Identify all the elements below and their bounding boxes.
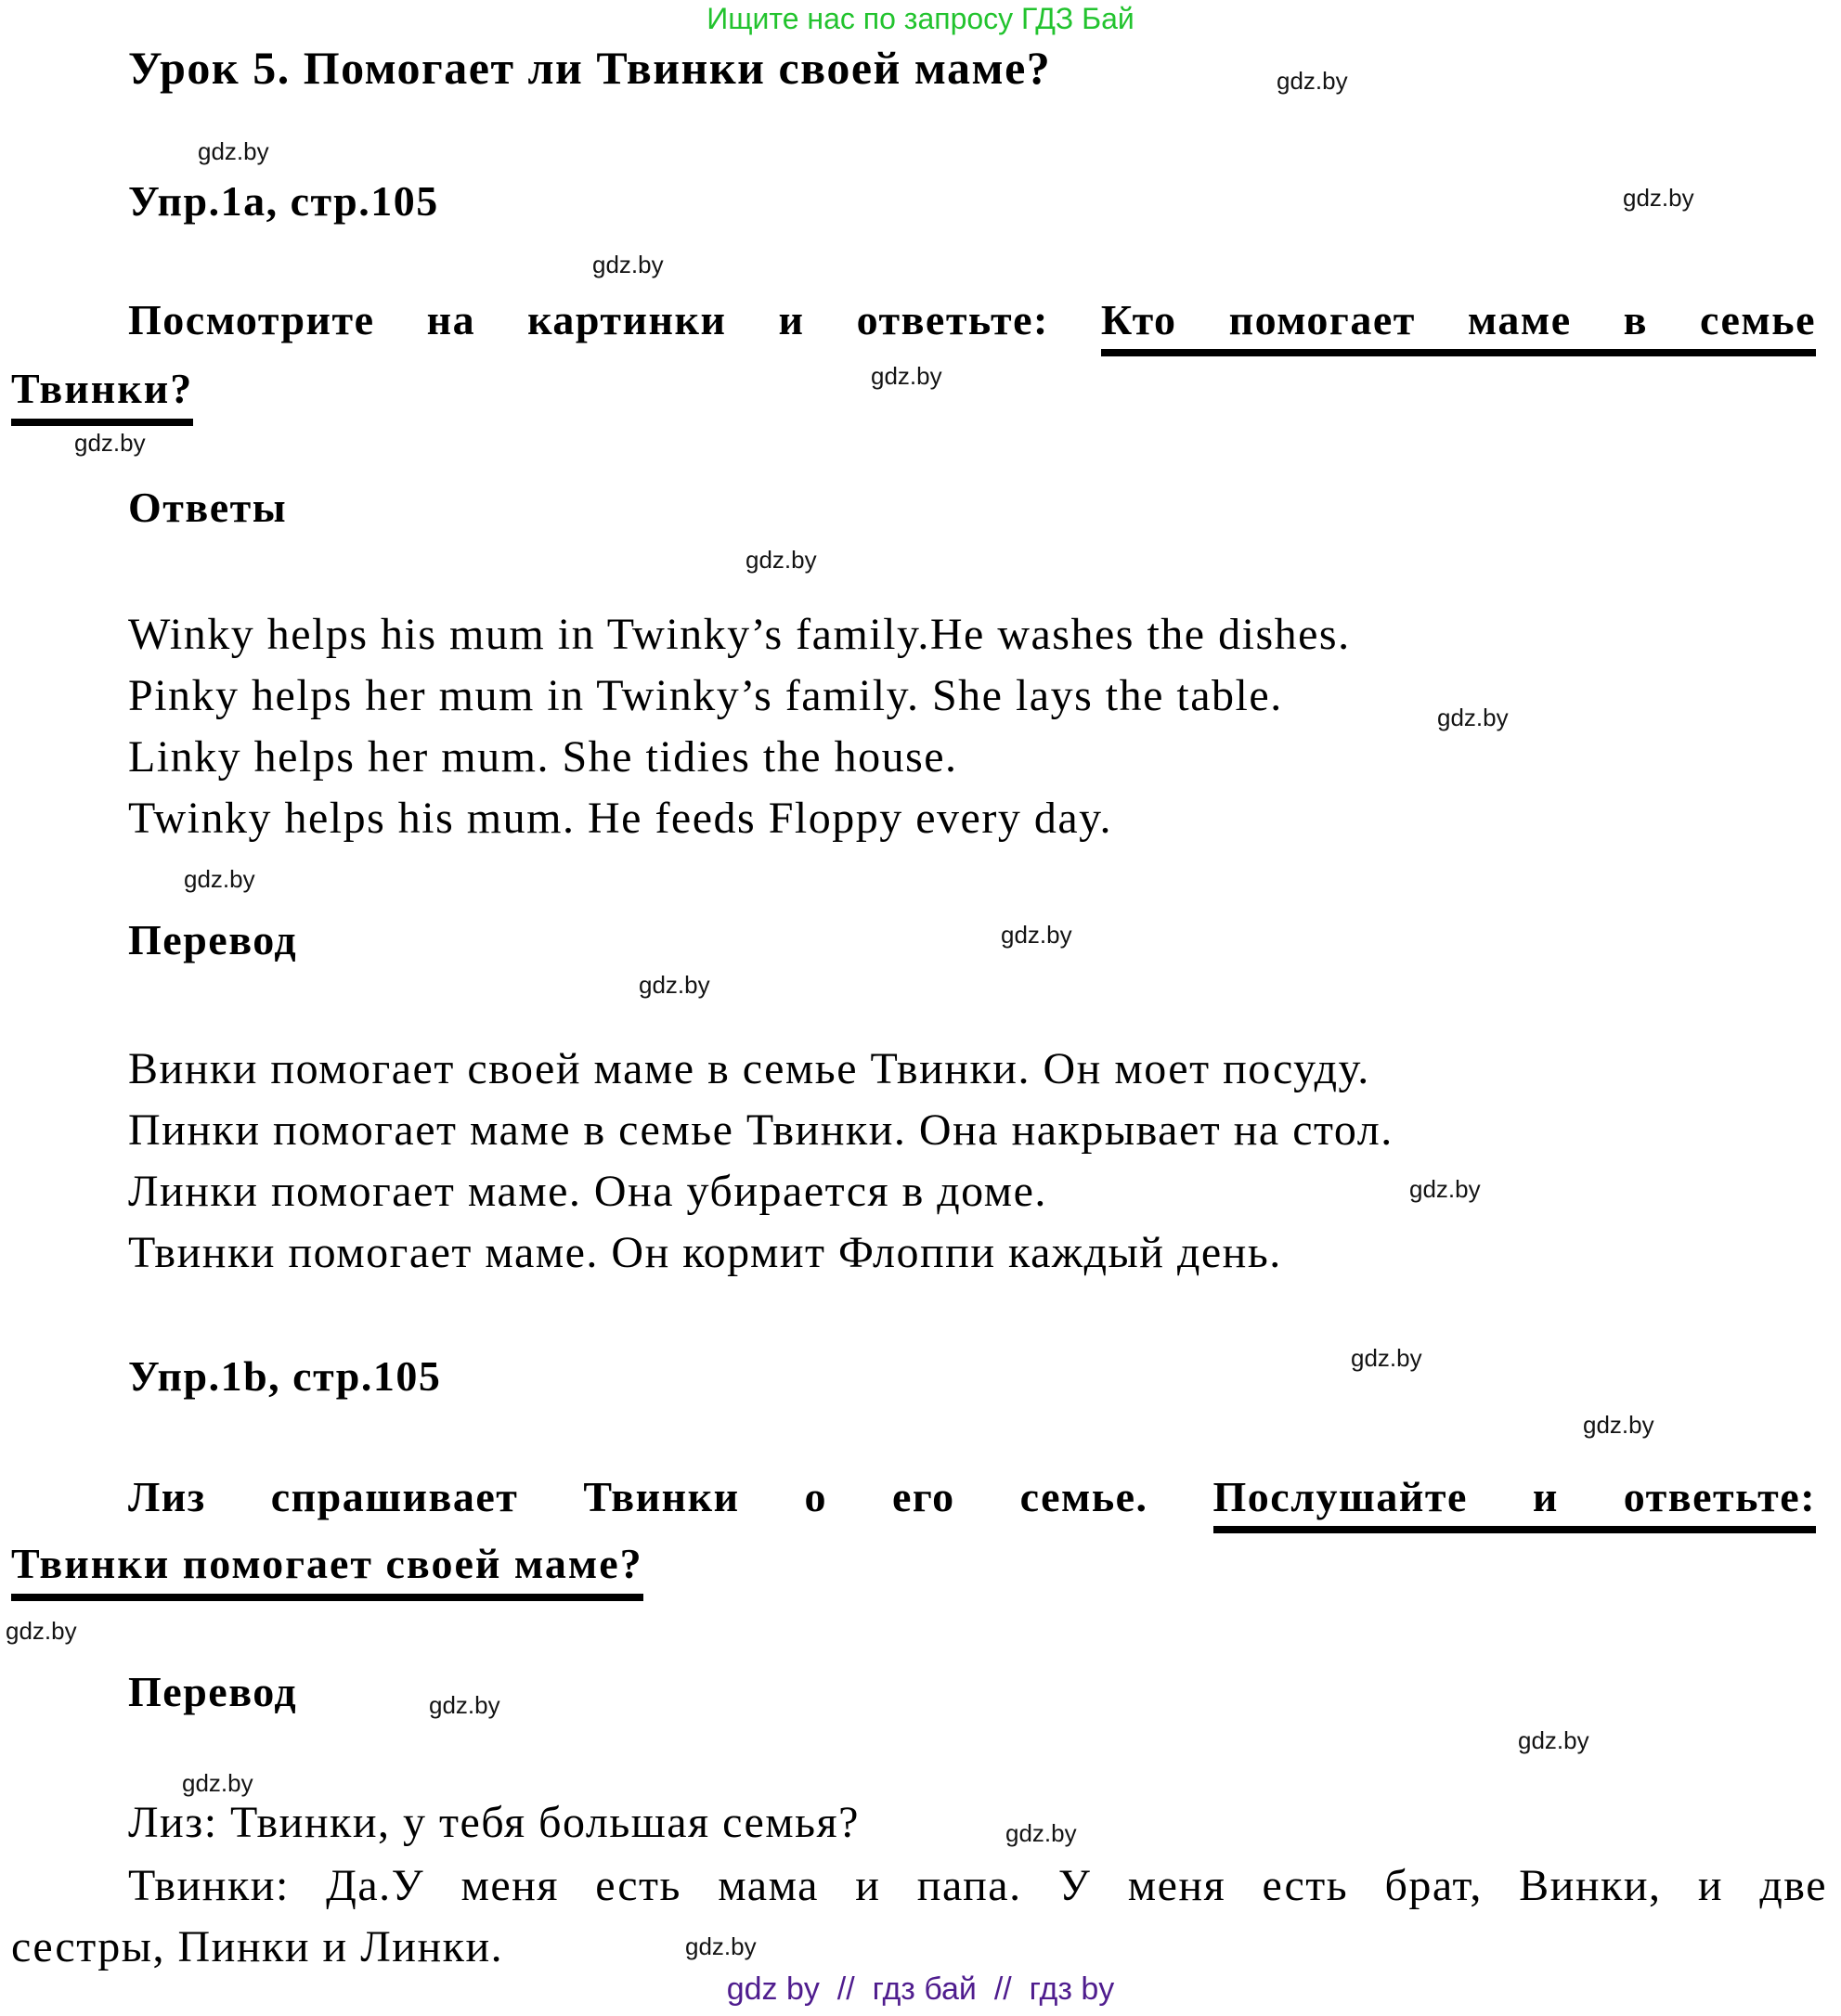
page-title: Урок 5. Помогает ли Твинки своей маме? xyxy=(128,42,1052,94)
watermark-4: gdz.by xyxy=(592,251,664,278)
site-footer: gdz by // гдз бай // гдз by xyxy=(726,1971,1115,2007)
translation-heading-1: Перевод xyxy=(128,916,298,963)
task-1b-underlined: Послушайте и ответьте: xyxy=(1213,1473,1817,1533)
translation-heading-2: Перевод xyxy=(128,1668,298,1715)
watermark-1: gdz.by xyxy=(1277,67,1348,95)
watermark-11: gdz.by xyxy=(639,971,710,999)
task-1a-text xyxy=(128,295,1816,344)
task-1b-lead: Лиз спрашивает Твинки о его семье. xyxy=(128,1473,1213,1520)
watermark-15: gdz.by xyxy=(6,1617,77,1645)
answer-line-ru-1: Винки помогает своей маме в семье Твинки. Он моет посуду. xyxy=(128,1044,1370,1093)
answer-line-en-4: Twinky helps his mum. He feeds Floppy every day. xyxy=(128,794,1113,843)
watermark-17: gdz.by xyxy=(1518,1726,1589,1754)
dialogue-line-1: Лиз: Твинки, у тебя большая семья? xyxy=(128,1798,860,1847)
task-1b-underlined-wrap: Твинки помогает своей маме? xyxy=(11,1539,643,1601)
task-1b-line2 xyxy=(11,1539,643,1601)
task-1a-lead: Посмотрите на картинки и ответьте: xyxy=(128,296,1101,343)
watermark-2: gdz.by xyxy=(198,137,269,165)
exercise-1b-heading: Упр.1b, стр.105 xyxy=(128,1352,442,1400)
watermark-5: gdz.by xyxy=(871,362,942,390)
watermark-19: gdz.by xyxy=(1005,1819,1077,1847)
answer-line-ru-2: Пинки помогает маме в семье Твинки. Она накрывает на стол. xyxy=(128,1105,1394,1155)
watermark-7: gdz.by xyxy=(745,546,817,574)
dialogue-line-3: сестры, Пинки и Линки. xyxy=(11,1922,504,1971)
watermark-10: gdz.by xyxy=(1001,921,1072,949)
watermark-18: gdz.by xyxy=(182,1769,253,1797)
watermark-12: gdz.by xyxy=(1409,1175,1481,1203)
task-1a-underlined: Кто помогает маме в семье xyxy=(1101,296,1816,356)
watermark-6: gdz.by xyxy=(74,429,146,457)
answer-line-en-1: Winky helps his mum in Twinky’s family.He washes the dishes. xyxy=(128,610,1351,659)
watermark-20: gdz.by xyxy=(685,1932,757,1960)
watermark-14: gdz.by xyxy=(1583,1411,1654,1439)
answer-line-en-2: Pinky helps her mum in Twinky’s family. She lays the table. xyxy=(128,671,1283,720)
answer-line-ru-4: Твинки помогает маме. Он кормит Флоппи каждый день. xyxy=(128,1228,1282,1277)
watermark-13: gdz.by xyxy=(1351,1344,1422,1372)
answers-heading: Ответы xyxy=(128,484,288,531)
exercise-1a-heading: Упр.1а, стр.105 xyxy=(128,177,439,225)
watermark-9: gdz.by xyxy=(184,865,255,893)
task-1b-text xyxy=(128,1472,1816,1521)
watermark-3: gdz.by xyxy=(1623,184,1694,212)
watermark-8: gdz.by xyxy=(1437,704,1509,731)
promo-banner: Ищите нас по запросу ГДЗ Бай xyxy=(707,2,1134,35)
task-1a-line2 xyxy=(11,364,193,426)
answer-line-ru-3: Линки помогает маме. Она убирается в доме. xyxy=(128,1167,1047,1216)
dialogue-line-2: Твинки: Да.У меня есть мама и папа. У меня есть брат, Винки, и две xyxy=(128,1861,1827,1910)
watermark-16: gdz.by xyxy=(429,1691,500,1719)
answer-line-en-3: Linky helps her mum. She tidies the house. xyxy=(128,732,958,782)
task-1a-underlined-wrap: Твинки? xyxy=(11,364,193,426)
